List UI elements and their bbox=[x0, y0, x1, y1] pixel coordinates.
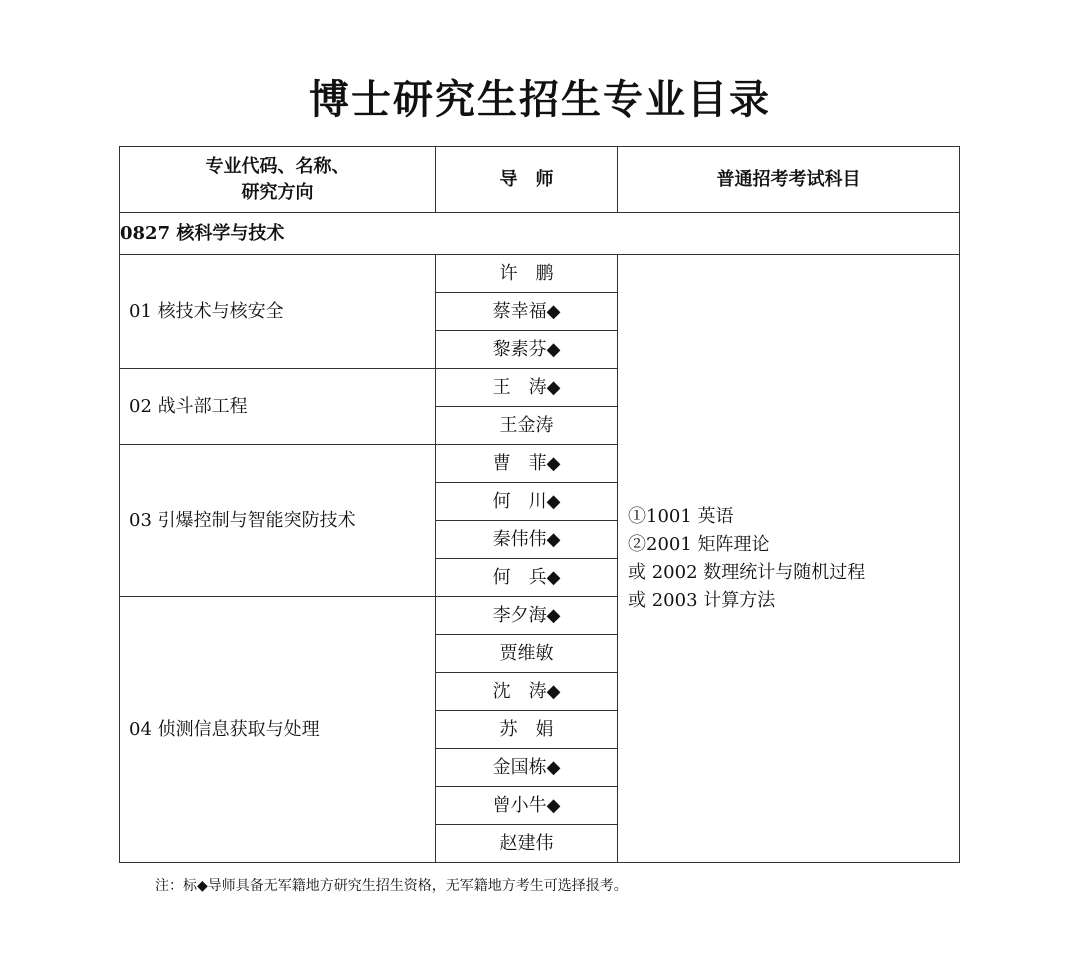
exam-subject: ①1001 英语 bbox=[628, 505, 734, 527]
advisor-name: 蔡幸福◆ bbox=[436, 293, 618, 331]
advisor-name: 曾小牛◆ bbox=[436, 787, 618, 825]
header-exam: 普通招考考试科目 bbox=[618, 147, 960, 213]
advisor-name: 李夕海◆ bbox=[436, 597, 618, 635]
direction-name: 04 侦测信息获取与处理 bbox=[120, 597, 436, 863]
advisor-name: 何 兵◆ bbox=[436, 559, 618, 597]
page-title: 博士研究生招生专业目录 bbox=[309, 76, 771, 123]
advisor-name: 赵建伟 bbox=[436, 825, 618, 863]
header-major-line2: 研究方向 bbox=[241, 181, 314, 203]
header-major bbox=[120, 147, 436, 213]
direction-name: 02 战斗部工程 bbox=[120, 369, 436, 445]
advisor-name: 王金涛 bbox=[436, 407, 618, 445]
exam-subject: 或 2002 数理统计与随机过程 bbox=[628, 561, 866, 583]
major-row bbox=[120, 213, 960, 255]
table-header-row bbox=[120, 147, 960, 213]
advisor-name: 许 鹏 bbox=[436, 255, 618, 293]
exam-subject: ②2001 矩阵理论 bbox=[628, 533, 770, 555]
advisor-name: 曹 菲◆ bbox=[436, 445, 618, 483]
major-name: 0827 核科学与技术 bbox=[120, 213, 960, 255]
advisor-name: 王 涛◆ bbox=[436, 369, 618, 407]
direction-name: 03 引爆控制与智能突防技术 bbox=[120, 445, 436, 597]
footnote: 注：标◆导师具备无军籍地方研究生招生资格，无军籍地方考生可选择报考。 bbox=[155, 878, 628, 894]
catalog-table bbox=[119, 146, 960, 863]
advisor-name: 贾维敏 bbox=[436, 635, 618, 673]
advisor-name: 秦伟伟◆ bbox=[436, 521, 618, 559]
advisor-name: 沈 涛◆ bbox=[436, 673, 618, 711]
advisor-name: 金国栋◆ bbox=[436, 749, 618, 787]
advisor-name: 黎素芬◆ bbox=[436, 331, 618, 369]
exam-subjects-cell bbox=[618, 255, 960, 863]
exam-subject: 或 2003 计算方法 bbox=[628, 589, 776, 611]
advisor-name: 何 川◆ bbox=[436, 483, 618, 521]
header-major-line1: 专业代码、名称、 bbox=[205, 155, 350, 177]
header-advisor: 导 师 bbox=[436, 147, 618, 213]
advisor-name: 苏 娟 bbox=[436, 711, 618, 749]
table-row bbox=[120, 255, 960, 293]
direction-name: 01 核技术与核安全 bbox=[120, 255, 436, 369]
